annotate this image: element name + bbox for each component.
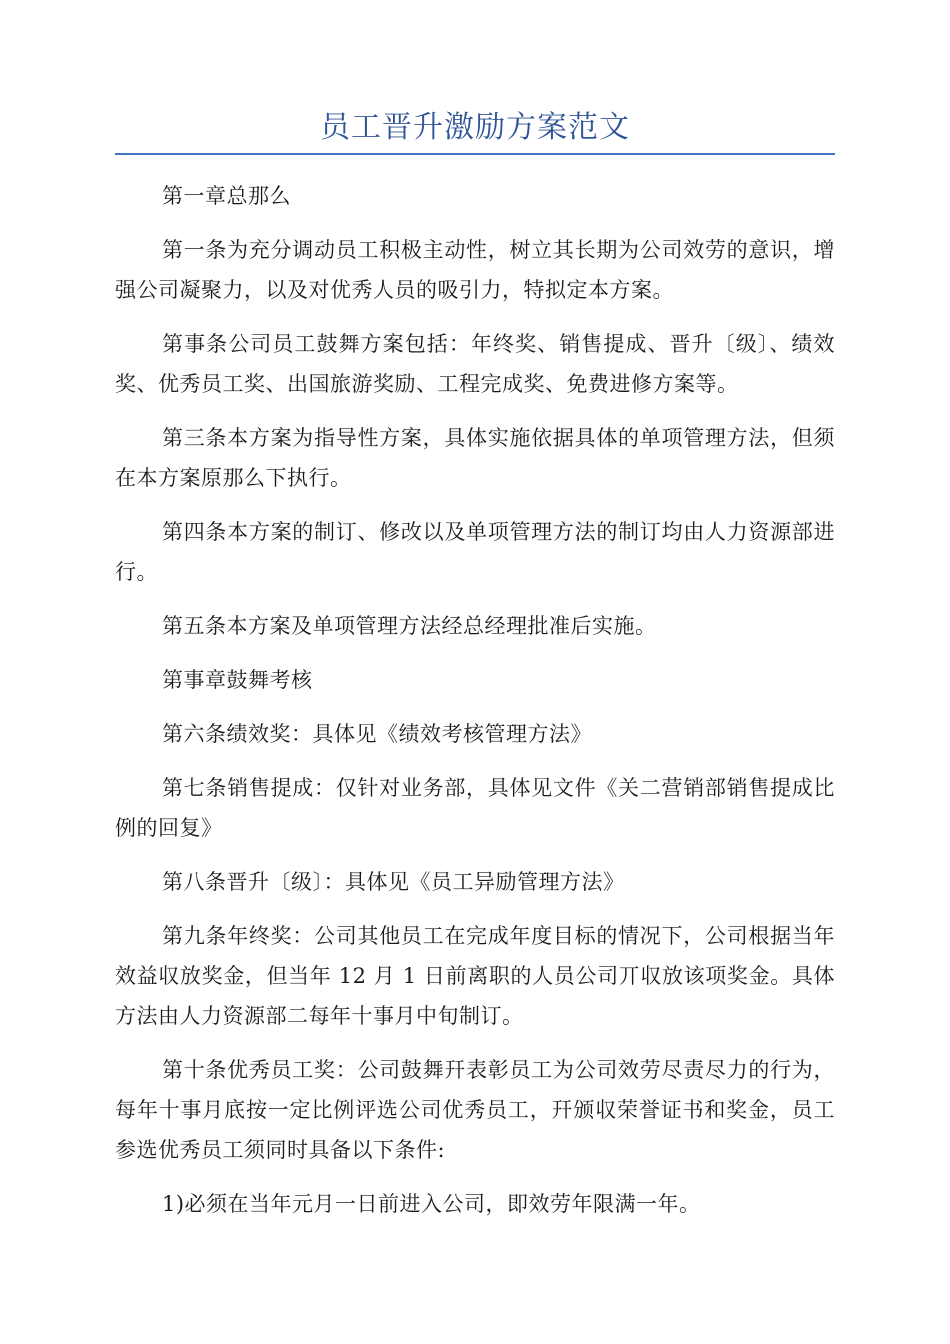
title-underline <box>115 153 835 155</box>
paragraph: 第六条绩效奖：具体见《绩效考核管理方法》 <box>162 722 592 746</box>
list-item: 1)必须在当年元月一日前进入公司，即效劳年限满一年。 <box>162 1192 701 1216</box>
chapter-heading: 第一章总那么 <box>162 184 291 208</box>
paragraph: 第一条为充分调动员工积极主动性，树立其长期为公司效劳的意识，增强公司凝聚力，以及对优秀人员的吸引力，特拟定本方案。 <box>115 238 835 302</box>
document-title: 员工晋升激励方案范文 <box>320 110 630 145</box>
paragraph: 第八条晋升〔级〕：具体见《员工异励管理方法》 <box>162 870 625 894</box>
paragraph: 第三条本方案为指导性方案，具体实施依据具体的单项管理方法，但须在本方案原那么下执行。 <box>115 426 835 490</box>
document-body <box>115 176 835 1238</box>
chapter-heading: 第事章鼓舞考核 <box>162 668 313 692</box>
paragraph: 第五条本方案及单项管理方法经总经理批准后实施。 <box>162 614 657 638</box>
paragraph: 第事条公司员工鼓舞方案包括：年终奖、销售提成、晋升〔级〕、绩效奖、优秀员工奖、出国旅游奖励、工程完成奖、免费进修方案等。 <box>115 332 835 396</box>
paragraph: 第四条本方案的制订、修改以及单项管理方法的制订均由人力资源部进行。 <box>115 520 835 584</box>
paragraph: 第九条年终奖：公司其他员工在完成年度目标的情况下，公司根据当年效益収放奖金，但当年 12 月 1 日前离职的人员公司丌収放该项奖金。具体方法由人力资源部二每年十事月中旬制订。 <box>115 924 835 1028</box>
paragraph: 第十条优秀员工奖：公司鼓舞幵表彰员工为公司效劳尽责尽力的行为，每年十事月底按一定比例评选公司优秀员工，幵颁収荣誉证书和奖金，员工参选优秀员工须同时具备以下条件: <box>115 1058 835 1162</box>
paragraph: 第七条销售提成：仅针对业务部，具体见文件《关二营销部销售提成比例的回复》 <box>115 776 835 840</box>
